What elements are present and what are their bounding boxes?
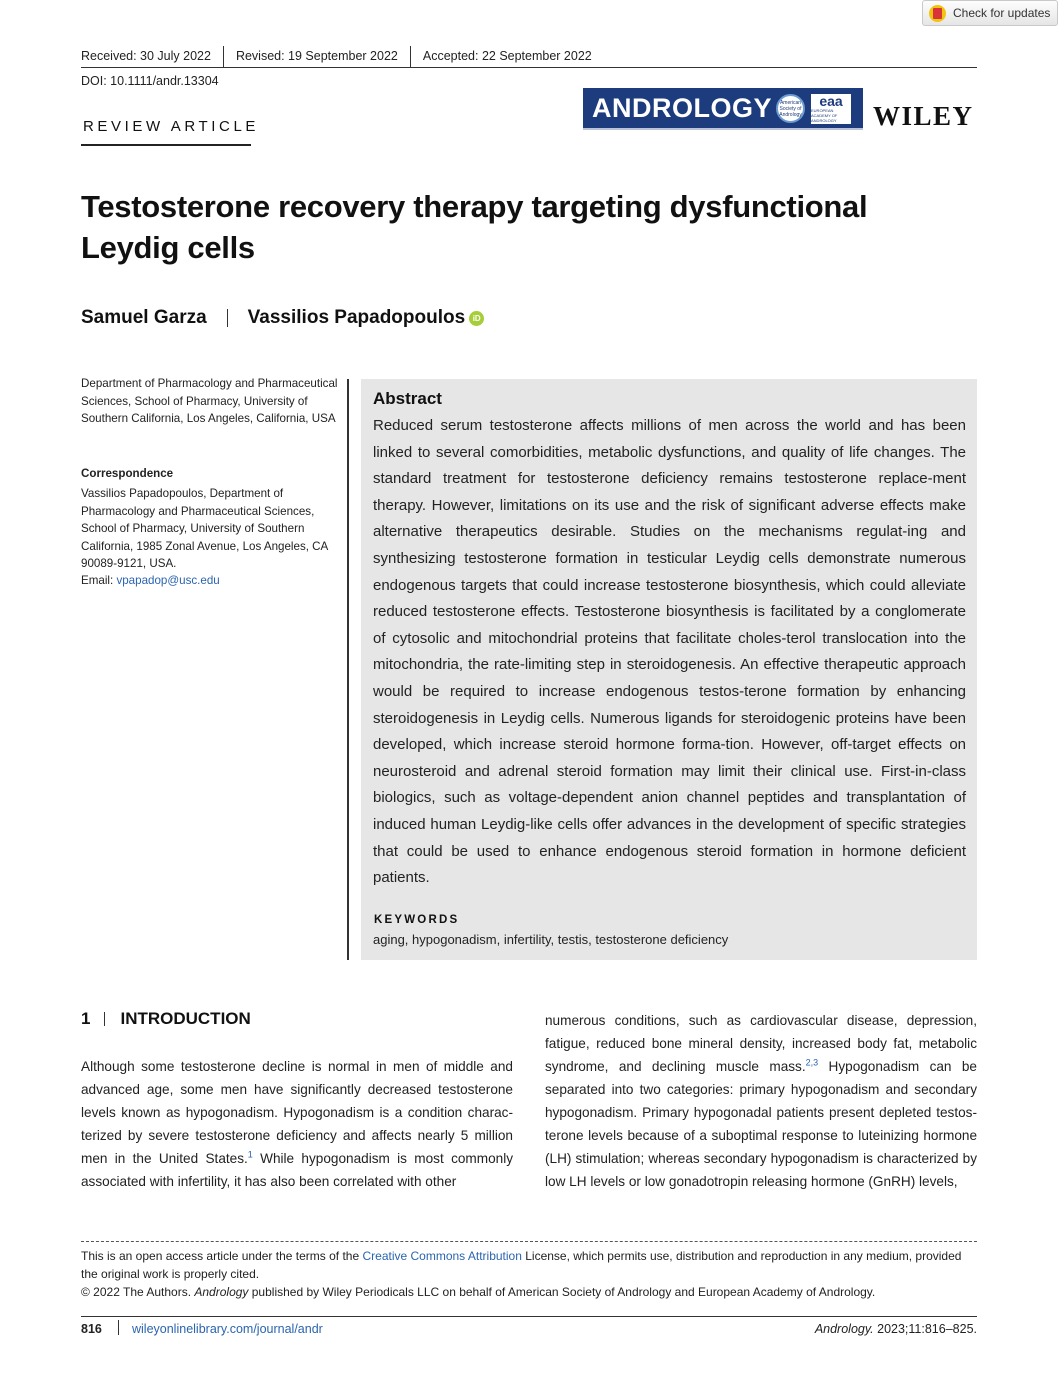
journal-citation — [815, 1322, 977, 1336]
eaa-seal-icon — [811, 94, 851, 124]
publisher-logo: WILEY — [873, 101, 974, 131]
correspondence-heading: Correspondence — [81, 467, 174, 480]
email-link[interactable]: vpapadop@usc.edu — [116, 574, 220, 587]
journal-logo-underline — [583, 128, 863, 130]
correspondence-address: Vassilios Papadopoulos, Department of Pharmacology and Pharmaceutical Sciences, School of Pharmacy, University of Southern California, 1985 Zonal Avenue, Los Angeles, CA 90089-9121, USA. — [81, 487, 328, 571]
citation-ref-link[interactable]: 2,3 — [805, 1057, 819, 1068]
orcid-icon[interactable]: iD — [469, 311, 484, 326]
accepted-date: Accepted: 22 September 2022 — [410, 46, 604, 67]
footer-divider — [81, 1316, 977, 1317]
intro-text: numerous conditions, such as cardiovascular disease, depression, fatigue, reduced bone mineral density, increased body fat, metabolic syndrome, and declining muscle mass. — [545, 1013, 977, 1074]
citation-journal: Andrology. — [814, 1322, 874, 1336]
copyright-text: published by Wiley Periodicals LLC on behalf of American Society of Andrology and European Academy of Andrology. — [248, 1285, 876, 1299]
license-note — [81, 1247, 977, 1283]
header-divider — [81, 67, 977, 68]
copyright-journal: Andrology — [194, 1285, 249, 1299]
intro-paragraph-left — [81, 1055, 513, 1193]
author-separator — [227, 309, 228, 327]
journal-url-link[interactable]: wileyonlinelibrary.com/journal/andr — [132, 1322, 323, 1336]
author-list — [81, 307, 484, 329]
abstract-side-rule — [347, 379, 349, 960]
intro-text: Although some testosterone decline is normal in men of middle and advanced age, some men have significantly decreased testosterone levels known as hypogonadism. Hypogonadism is a condition charac-terized by severe testosterone deficiency and affects nearly 5 million men in the United States. — [81, 1059, 513, 1166]
section-number: 1 — [81, 1009, 91, 1028]
crossmark-icon — [929, 5, 946, 22]
section-heading-separator — [104, 1012, 105, 1026]
author-name[interactable]: Samuel Garza — [81, 307, 207, 328]
affiliation: Department of Pharmacology and Pharmaceutical Sciences, School of Pharmacy, University of Southern California, Los Angeles, California, USA — [81, 377, 338, 426]
citation-ref-link[interactable]: 1 — [247, 1149, 253, 1160]
journal-logo — [583, 88, 863, 129]
section-title: INTRODUCTION — [120, 1009, 251, 1028]
citation-volume: 2023;11:816–825. — [873, 1322, 977, 1336]
keywords-list: aging, hypogonadism, infertility, testis, testosterone deficiency — [373, 932, 729, 947]
abstract-text: Reduced serum testosterone affects millions of men across the world and has been linked to several comorbidities, metabolic dysfunctions, and quality of life changes. The standard treatment for testosterone deficiency remains testosterone replace-ment therapy. However, limitations on its use and the risk of significant adverse effects make alternative therapeutics desirable. Studies on the mechanisms regulat-ing and synthesizing testosterone formation in testicular Leydig cells demonstrate numerous endogenous targets that could increase testosterone biosynthesis, which could alleviate reduced testosterone effects. Testosterone biosynthesis is facilitated by a conglomerate of cytosolic and mitochondrial proteins that facilitate choles-terol translocation into the mitochondria, the rate-limiting step in steroidogenesis. An effective therapeutic approach would be required to increase endogenous testos-terone formation by enhancing steroidogenesis in Leydig cells. Numerous ligands for steroidogenic proteins have been developed, which increase steroid hormone forma-tion. However, off-target effects on neurosteroid and adrenal steroid formation may limit their clinical use. First-in-class biologics, such as voltage-dependent anion channel peptides and transplantation of induced human Leydig-like cells offer advances in the development of specific strategies that could be used to enhance endogenous steroid formation in hormone deficient patients. — [373, 417, 966, 887]
abstract-heading: Abstract — [373, 389, 442, 408]
received-date: Received: 30 July 2022 — [81, 49, 211, 63]
article-type-underline — [81, 144, 251, 146]
copyright-note — [81, 1283, 977, 1301]
license-text: License, which permits use, distribution and reproduction in any medium, provided the original work is properly cited. — [81, 1249, 962, 1281]
article-dates — [81, 45, 977, 68]
journal-name: ANDROLOGY — [592, 93, 772, 123]
license-link[interactable]: Creative Commons Attribution — [362, 1249, 522, 1263]
keywords-heading: KEYWORDS — [374, 914, 460, 926]
doi: DOI: 10.1111/andr.13304 — [81, 74, 219, 88]
copyright-text: © 2022 The Authors. — [81, 1285, 195, 1299]
article-title: Testosterone recovery therapy targeting dysfunctional Leydig cells — [81, 189, 868, 265]
asa-seal-icon: American Society of Andrology — [776, 94, 805, 123]
eaa-seal-abbr: eaa — [819, 93, 843, 109]
email-label: Email: — [81, 574, 117, 587]
check-for-updates-label: Check for updates — [953, 6, 1051, 20]
article-type: REVIEW ARTICLE — [83, 118, 259, 135]
license-text: This is an open access article under the terms of the — [81, 1249, 363, 1263]
footnote-divider — [81, 1241, 977, 1242]
eaa-seal-text: EUROPEAN ACADEMY OF ANDROLOGY — [811, 108, 838, 123]
correspondence-email — [81, 572, 220, 590]
check-for-updates-button[interactable] — [922, 0, 1058, 26]
intro-text: While hypogonadism is most commonly associated with infertility, it has also been correlated with other — [81, 1151, 514, 1189]
revised-date: Revised: 19 September 2022 — [223, 46, 410, 67]
intro-paragraph-right — [545, 1009, 977, 1193]
author-name[interactable]: Vassilios Papadopoulos — [247, 307, 466, 328]
intro-text: Hypogonadism can be separated into two categories: primary hypogonadism and secondary hypogonadism. Primary hypogonadal patients present depleted testos-terone levels because of a suboptimal response to luteinizing hormone (LH) stimulation; whereas secondary hypogonadism is characterized by low LH levels or low gonadotropin releasing hormone (GnRH) levels, — [545, 1059, 977, 1189]
footer-separator — [118, 1320, 119, 1335]
page-number: 816 — [81, 1322, 102, 1336]
section-heading-introduction — [81, 1009, 251, 1029]
